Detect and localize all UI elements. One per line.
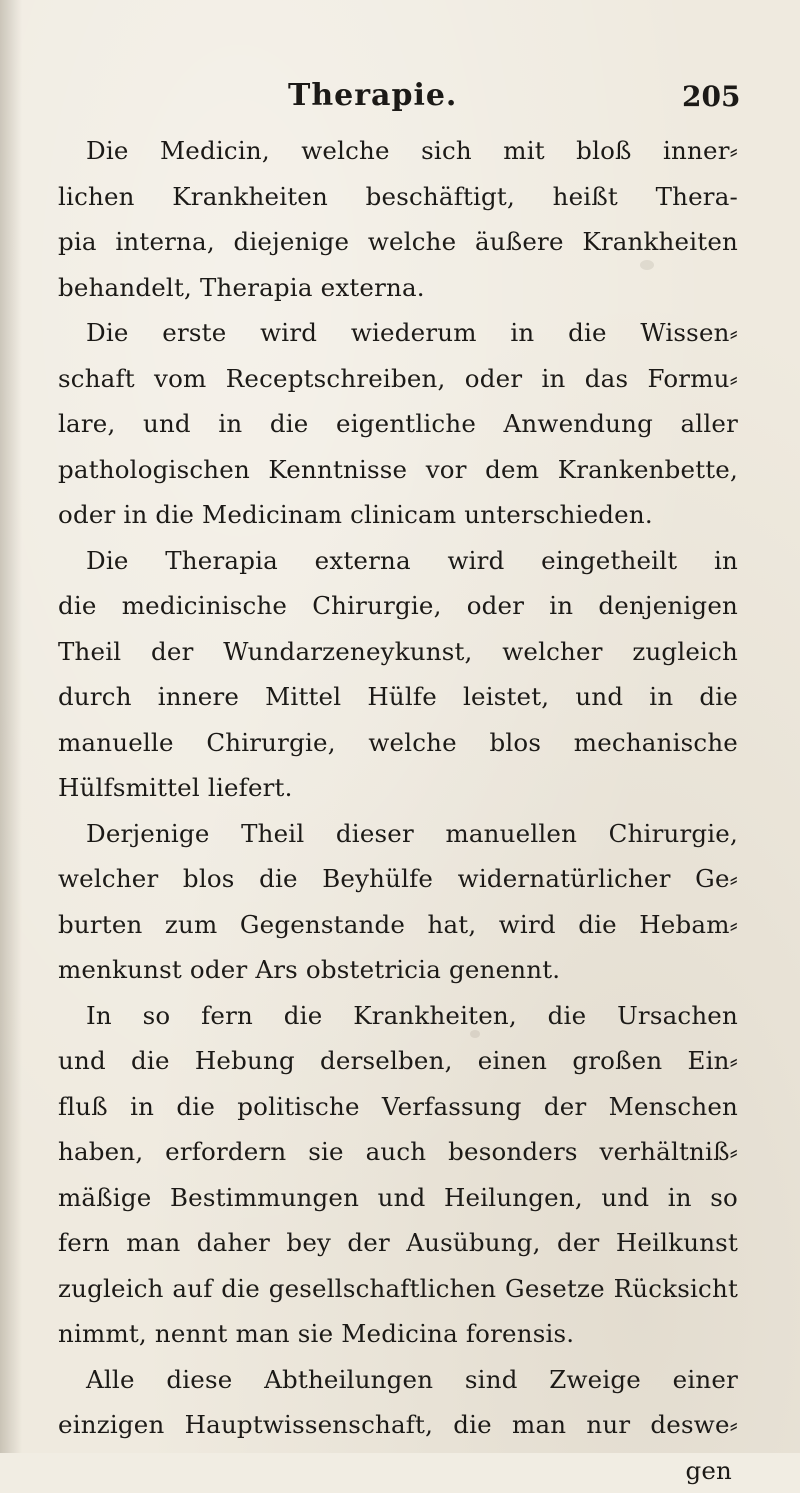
text-line: und die Hebung derselben, einen großen Ein⸗	[58, 1038, 738, 1084]
page-number: 205	[682, 80, 740, 113]
text-line: Theil der Wundarzeneykunst, welcher zugleich	[58, 629, 738, 675]
text-line: mäßige Bestimmungen und Heilungen, und in so	[58, 1175, 738, 1221]
text-line: menkunst oder Ars obstetricia genennt.	[58, 947, 738, 993]
text-line: fluß in die politische Verfassung der Menschen	[58, 1084, 738, 1130]
text-line: In so fern die Krankheiten, die Ursachen	[58, 993, 738, 1039]
text-line: einzigen Hauptwissenschaft, die man nur deswe⸗	[58, 1402, 738, 1448]
text-line: Alle diese Abtheilungen sind Zweige einer	[58, 1357, 738, 1403]
text-line: lare, und in die eigentliche Anwendung aller	[58, 401, 738, 447]
text-line: die medicinische Chirurgie, oder in denjenigen	[58, 583, 738, 629]
text-line: behandelt, Therapia externa.	[58, 265, 738, 311]
text-line: fern man daher bey der Ausübung, der Heilkunst	[58, 1220, 738, 1266]
text-line: haben, erfordern sie auch besonders verhältniß⸗	[58, 1129, 738, 1175]
text-line: Die Therapia externa wird eingetheilt in	[58, 538, 738, 584]
text-line: manuelle Chirurgie, welche blos mechanische	[58, 720, 738, 766]
page-header	[0, 78, 800, 118]
text-line: durch innere Mittel Hülfe leistet, und in die	[58, 674, 738, 720]
text-line: oder in die Medicinam clinicam unterschieden.	[58, 492, 738, 538]
text-line: lichen Krankheiten beschäftigt, heißt Thera-	[58, 174, 738, 220]
text-line: Die Medicin, welche sich mit bloß inner⸗	[58, 128, 738, 174]
text-line: welcher blos die Beyhülfe widernatürlicher Ge⸗	[58, 856, 738, 902]
body-text	[58, 128, 738, 1493]
text-line: schaft vom Receptschreiben, oder in das Formu⸗	[58, 356, 738, 402]
text-line: Hülfsmittel liefert.	[58, 765, 738, 811]
text-line: zugleich auf die gesellschaftlichen Gesetze Rücksicht	[58, 1266, 738, 1312]
text-line: Derjenige Theil dieser manuellen Chirurgie,	[58, 811, 738, 857]
running-title: Therapie.	[288, 78, 457, 113]
text-line: pia interna, diejenige welche äußere Krankheiten	[58, 219, 738, 265]
text-line: pathologischen Kenntnisse vor dem Krankenbette,	[58, 447, 738, 493]
page-gutter-shadow	[0, 0, 22, 1453]
text-line: nimmt, nennt man sie Medicina forensis.	[58, 1311, 738, 1357]
text-line: burten zum Gegenstande hat, wird die Hebam⸗	[58, 902, 738, 948]
catchword: gen	[58, 1448, 738, 1493]
text-line: Die erste wird wiederum in die Wissen⸗	[58, 310, 738, 356]
